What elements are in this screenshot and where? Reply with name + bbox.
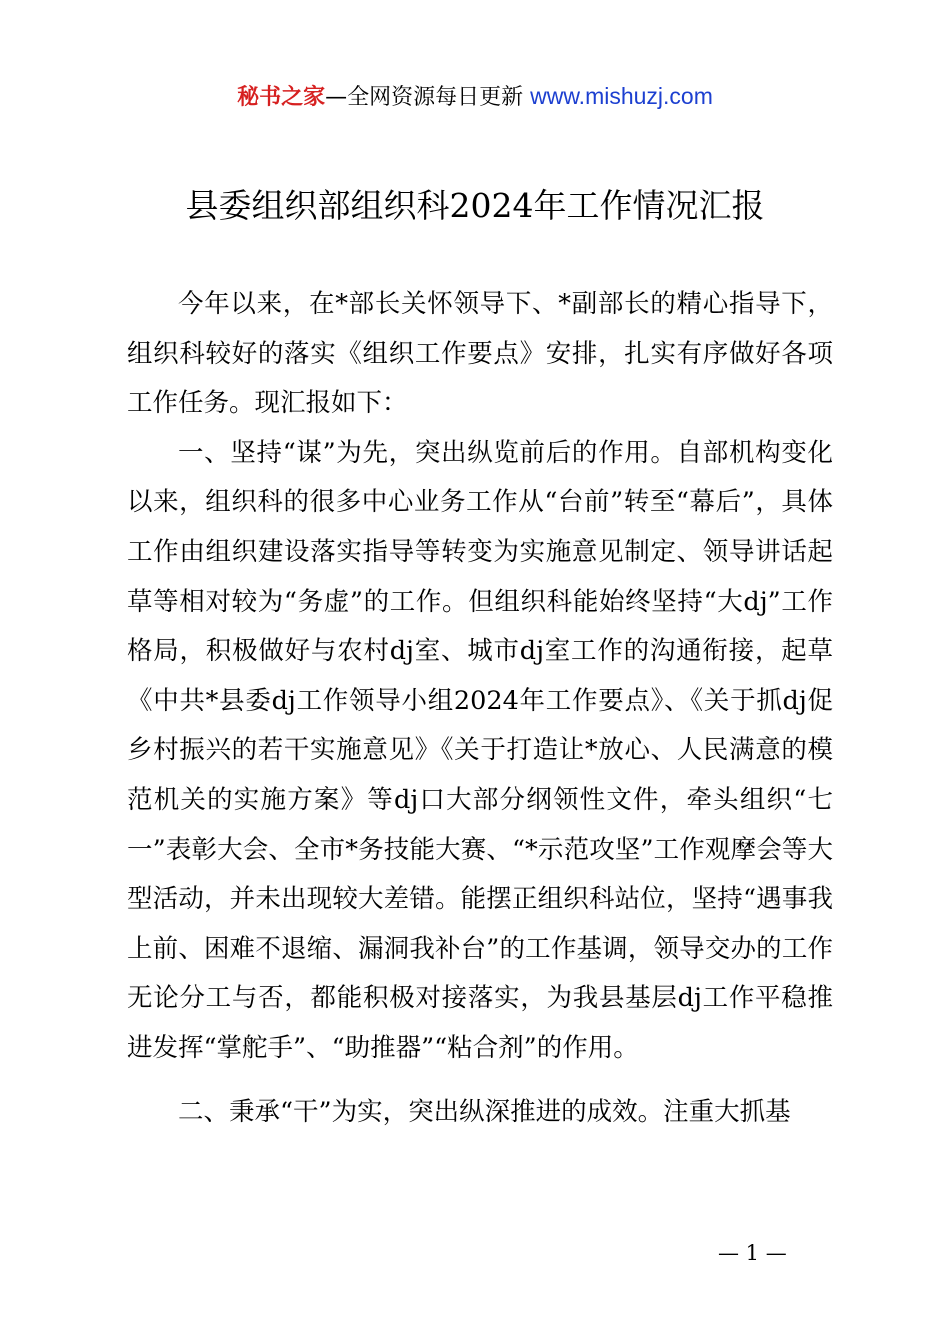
site-tagline: —全网资源每日更新 xyxy=(325,85,524,110)
document-body xyxy=(127,280,833,1137)
document-title: 县委组织部组织科2024年工作情况汇报 xyxy=(185,186,765,225)
paragraph-section-2: 二、秉承“干”为实，突出纵深推进的成效。注重大抓基 xyxy=(178,1096,791,1127)
paragraph-intro: 今年以来，在*部长关怀领导下、*副部长的精心指导下，组织科较好的落实《组织工作要点》安排，扎实有序做好各项工作任务。现汇报如下： xyxy=(127,289,833,419)
page-number: — 1 — xyxy=(718,1241,787,1265)
site-brand: 秘书之家 xyxy=(237,85,326,110)
site-url-link[interactable]: www.mishuzj.com xyxy=(530,83,713,109)
site-header xyxy=(0,80,950,114)
paragraph-section-1: 一、坚持“谋”为先，突出纵览前后的作用。自部机构变化以来，组织科的很多中心业务工作从“台前”转至“幕后”，具体工作由组织建设落实指导等转变为实施意见制定、领导讲话起草等相对较为“务虚”的工作。但组织科能始终坚持“大dj”工作格局，积极做好与农村dj室、城市dj室工作的沟通衔接，起草《中共*县委dj工作领导小组2024年工作要点》、《关于抓dj促乡村振兴的若干实施意见》《关于打造让*放心、人民满意的模范机关的实施方案》等dj口大部分纲领性文件，牵头组织“七一”表彰大会、全市*务技能大赛、“*示范攻坚”工作观摩会等大型活动，并未出现较大差错。能摆正组织科站位，坚持“遇事我上前、困难不退缩、漏洞我补台”的工作基调，领导交办的工作无论分工与否，都能积极对接落实，为我县基层dj工作平稳推进发挥“掌舵手”、“助推器”“粘合剂”的作用。 xyxy=(127,437,833,1063)
